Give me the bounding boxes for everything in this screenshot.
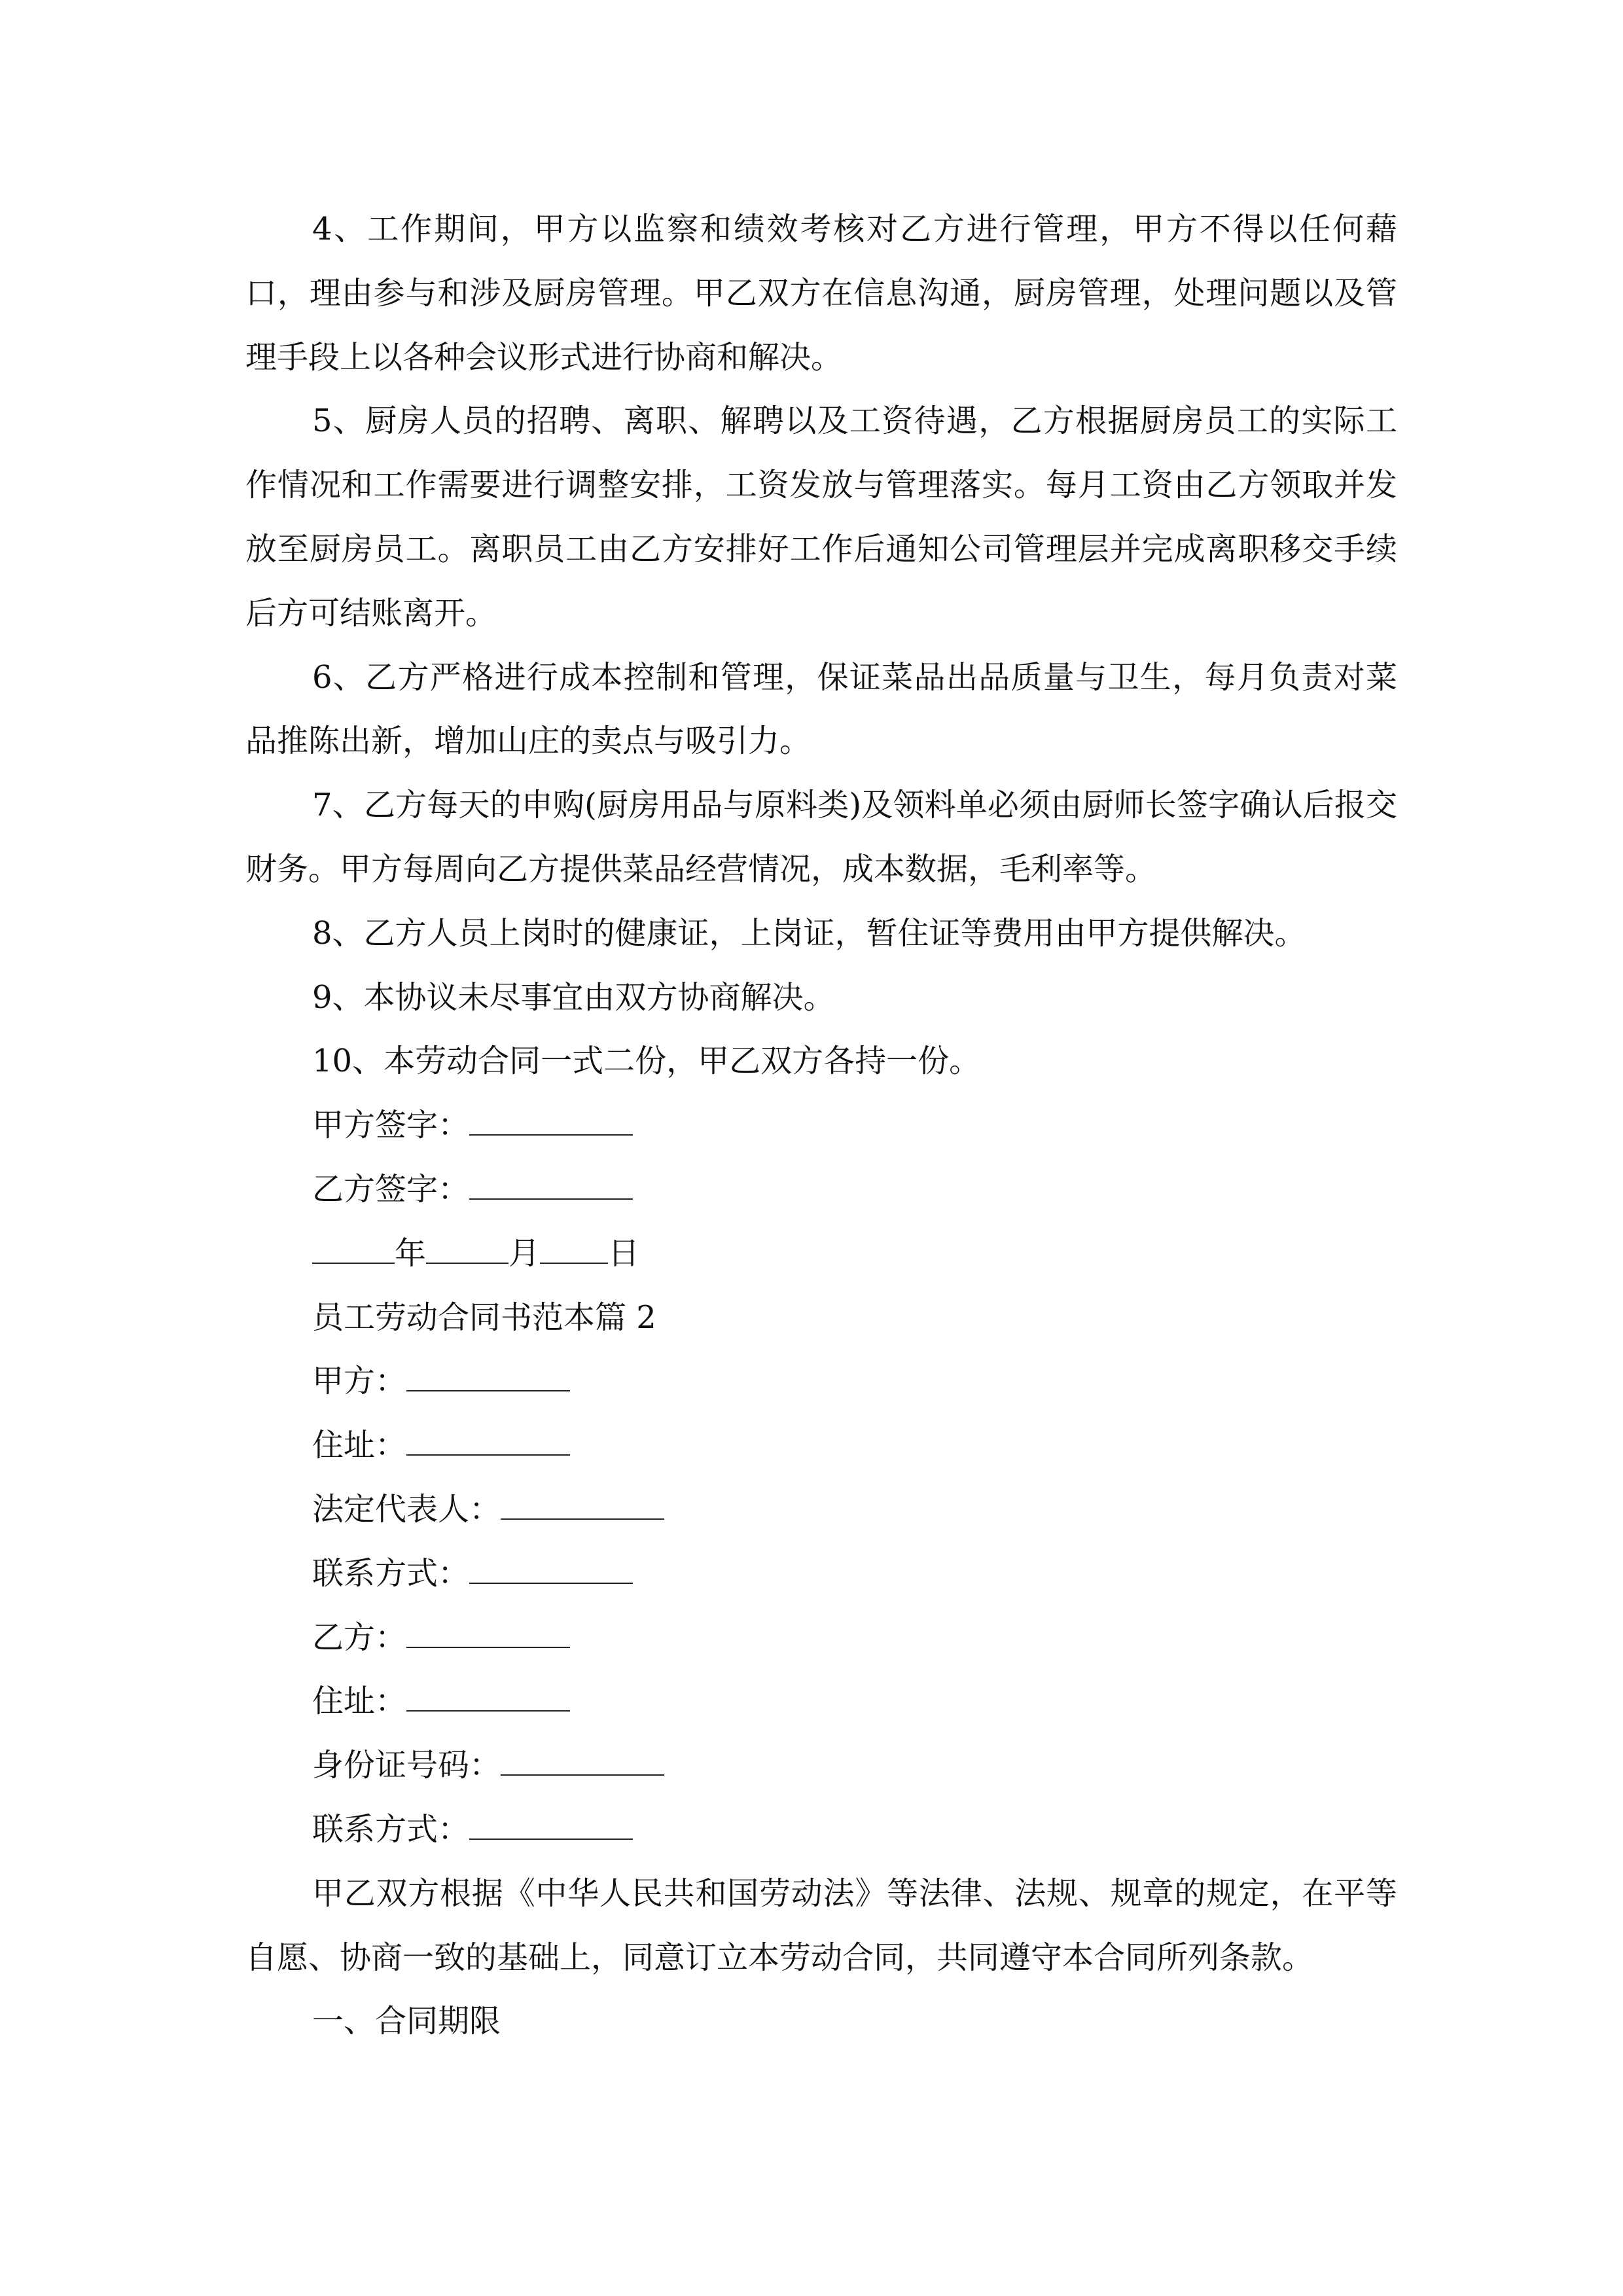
day-label: 日 (608, 1234, 640, 1272)
legal-representative-line (245, 1478, 1397, 1542)
contact-b-line (245, 1798, 1397, 1862)
party-b-signature-field[interactable] (469, 1172, 633, 1200)
month-label: 月 (508, 1234, 541, 1272)
party-b-signature-line (245, 1158, 1397, 1222)
id-number-field[interactable] (501, 1748, 664, 1776)
clause-8-paragraph: 8、乙方人员上岗时的健康证，上岗证，暂住证等费用由甲方提供解决。 (312, 914, 1306, 952)
clause-4-paragraph: 4、工作期间，甲方以监察和绩效考核对乙方进行管理，甲方不得以任何藉口，理由参与和涉及厨房管理。甲乙双方在信息沟通，厨房管理，处理问题以及管理手段上以各种会议形式进行协商和解决。 (245, 211, 1397, 376)
contact-b-label: 联系方式： (312, 1810, 470, 1848)
clause-7-paragraph: 7、乙方每天的申购(厨房用品与原料类)及领料单必须由厨师长签字确认后报交财务。甲方每周向乙方提供菜品经营情况，成本数据，毛利率等。 (245, 787, 1397, 888)
clause-6-paragraph: 6、乙方严格进行成本控制和管理，保证菜品出品质量与卫生，每月负责对菜品推陈出新，增加山庄的卖点与吸引力。 (245, 658, 1397, 760)
day-field[interactable] (540, 1236, 608, 1264)
contact-a-field[interactable] (469, 1556, 633, 1584)
address-a-field[interactable] (406, 1428, 570, 1456)
address-b-field[interactable] (406, 1684, 570, 1712)
month-field[interactable] (426, 1236, 508, 1264)
party-b-label: 乙方： (312, 1619, 407, 1656)
year-label: 年 (395, 1234, 427, 1272)
section-2-title: 员工劳动合同书范本篇 2 (312, 1299, 656, 1336)
address-a-line (245, 1414, 1397, 1478)
party-a-signature-line (245, 1094, 1397, 1158)
party-a-field[interactable] (406, 1364, 570, 1391)
clause-5-paragraph: 5、厨房人员的招聘、离职、解聘以及工资待遇，乙方根据厨房员工的实际工作情况和工作需要进行调整安排，工资发放与管理落实。每月工资由乙方领取并发放至厨房员工。离职员工由乙方安排好工作后通知公司管理层并完成离职移交手续后方可结账离开。 (245, 403, 1397, 632)
id-number-label: 身份证号码： (312, 1747, 501, 1784)
year-field[interactable] (312, 1236, 395, 1264)
legal-representative-label: 法定代表人： (312, 1490, 501, 1528)
date-line (245, 1222, 1397, 1286)
address-a-label: 住址： (312, 1427, 407, 1464)
party-a-line (245, 1350, 1397, 1414)
party-a-signature-label: 甲方签字： (312, 1107, 470, 1144)
party-b-signature-label: 乙方签字： (312, 1170, 470, 1208)
party-b-line (245, 1606, 1397, 1670)
address-b-label: 住址： (312, 1683, 407, 1720)
clause-1-heading: 一、合同期限 (312, 2003, 501, 2040)
id-number-line (245, 1734, 1397, 1798)
party-b-field[interactable] (406, 1621, 570, 1648)
party-a-signature-field[interactable] (469, 1108, 633, 1136)
legal-representative-field[interactable] (501, 1492, 664, 1520)
contact-a-label: 联系方式： (312, 1554, 470, 1592)
preamble-paragraph: 甲乙双方根据《中华人民共和国劳动法》等法律、法规、规章的规定，在平等自愿、协商一致的基础上，同意订立本劳动合同，共同遵守本合同所列条款。 (245, 1874, 1397, 1976)
clause-9-paragraph: 9、本协议未尽事宜由双方协商解决。 (312, 978, 835, 1016)
party-a-label: 甲方： (312, 1363, 407, 1400)
document-body (245, 198, 1397, 2054)
contact-b-field[interactable] (469, 1812, 633, 1840)
address-b-line (245, 1670, 1397, 1734)
clause-10-paragraph: 10、本劳动合同一式二份，甲乙双方各持一份。 (312, 1043, 981, 1080)
contact-a-line (245, 1542, 1397, 1606)
